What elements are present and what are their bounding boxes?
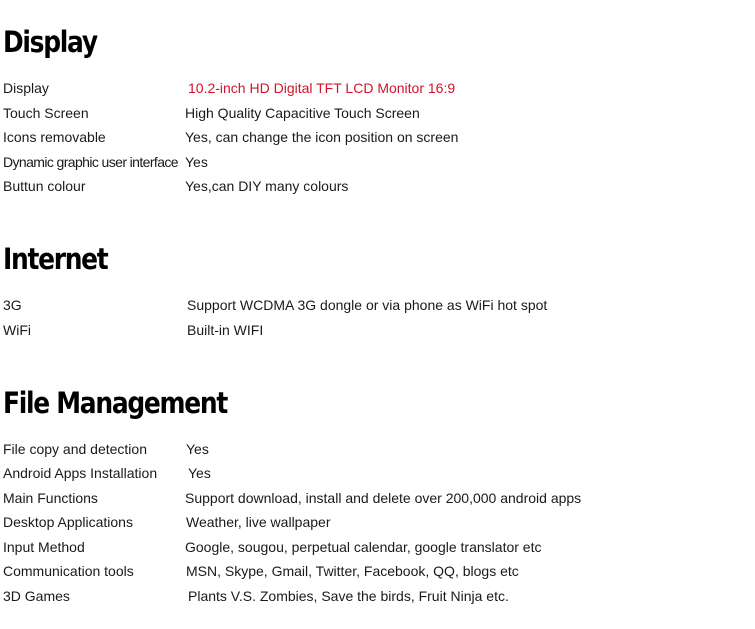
spec-label: 3G	[3, 297, 22, 313]
spec-label: Communication tools	[3, 563, 134, 579]
section-title-internet: Internet	[3, 242, 108, 276]
spec-value: Support WCDMA 3G dongle or via phone as WiFi hot spot	[187, 297, 548, 313]
spec-row-display	[0, 77, 755, 99]
spec-label: Buttun colour	[3, 178, 86, 194]
spec-label: Touch Screen	[3, 105, 89, 121]
spec-row-icons-removable	[0, 126, 755, 148]
spec-value: MSN, Skype, Gmail, Twitter, Facebook, QQ, blogs etc	[186, 563, 519, 579]
spec-value: Weather, live wallpaper	[186, 514, 331, 530]
spec-value: Yes	[188, 465, 211, 481]
spec-row-3d-games	[0, 585, 755, 607]
spec-value: 10.2-inch HD Digital TFT LCD Monitor 16:9	[188, 80, 456, 96]
section-title-file-management: File Management	[3, 386, 227, 420]
spec-value: High Quality Capacitive Touch Screen	[185, 105, 420, 121]
spec-label: Main Functions	[3, 490, 98, 506]
spec-label: File copy and detection	[3, 441, 147, 457]
spec-value: Yes, can change the icon position on screen	[185, 129, 459, 145]
spec-value: Built-in WIFI	[187, 322, 264, 338]
spec-row-3g	[0, 294, 755, 316]
spec-value: Support download, install and delete over 200,000 android apps	[185, 490, 582, 506]
spec-row-desktop-applications	[0, 511, 755, 533]
spec-row-touch-screen	[0, 102, 755, 124]
spec-label: Display	[3, 80, 49, 96]
spec-row-communication-tools	[0, 560, 755, 582]
spec-value: Google, sougou, perpetual calendar, google translator etc	[185, 539, 542, 555]
spec-row-input-method	[0, 536, 755, 558]
spec-value: Yes,can DIY many colours	[185, 178, 349, 194]
section-title-display: Display	[3, 25, 97, 59]
spec-value: Yes	[185, 154, 208, 170]
spec-label: WiFi	[3, 322, 31, 338]
spec-label: Android Apps Installation	[3, 465, 158, 481]
spec-row-wifi	[0, 319, 755, 341]
spec-value: Yes	[186, 441, 209, 457]
spec-row-main-functions	[0, 487, 755, 509]
spec-label: Input Method	[3, 539, 85, 555]
spec-row-dynamic-gui	[0, 151, 755, 173]
spec-label: Desktop Applications	[3, 514, 133, 530]
spec-label: Dynamic graphic user interface	[3, 154, 178, 170]
spec-label: Icons removable	[3, 129, 106, 145]
spec-label: 3D Games	[3, 588, 70, 604]
spec-row-file-copy	[0, 438, 755, 460]
spec-row-android-apps	[0, 462, 755, 484]
spec-row-buttun-colour	[0, 175, 755, 197]
spec-value: Plants V.S. Zombies, Save the birds, Fruit Ninja etc.	[188, 588, 509, 604]
